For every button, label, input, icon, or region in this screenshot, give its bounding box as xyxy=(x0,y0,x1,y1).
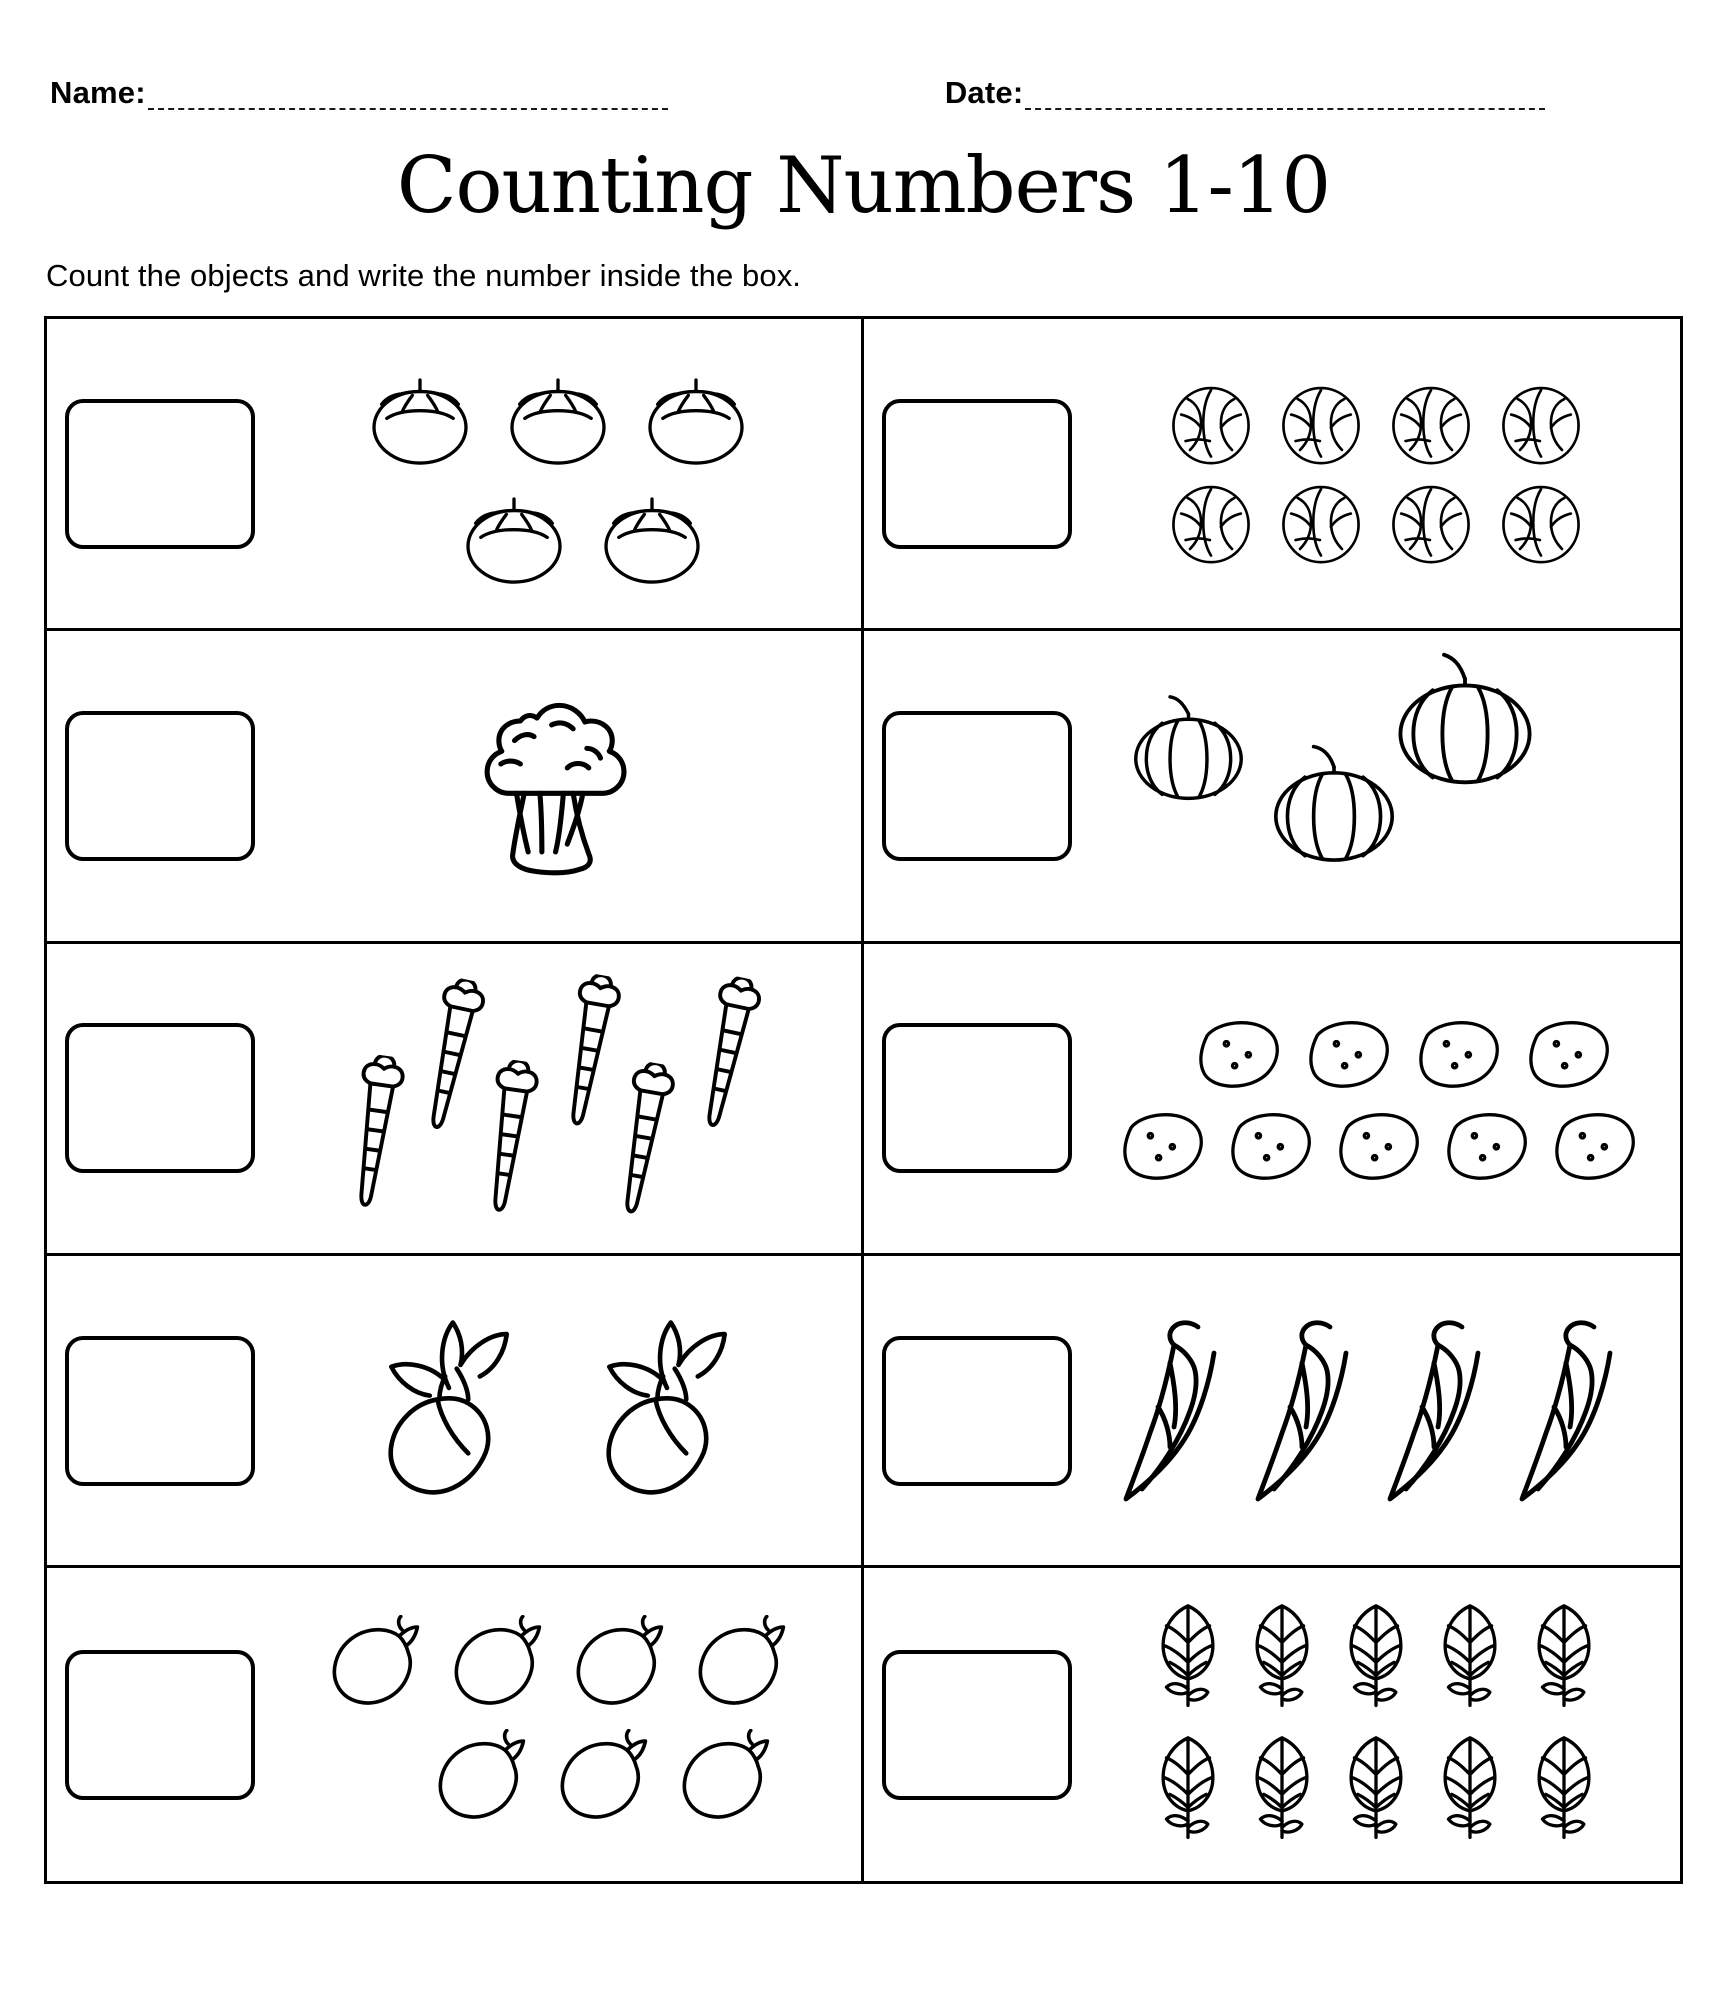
problem-cell-7 xyxy=(47,1256,864,1568)
cabbage-icon xyxy=(1161,377,1261,472)
date-write-line[interactable] xyxy=(1025,96,1545,110)
cabbage-icon xyxy=(1271,377,1371,472)
tomato-icon xyxy=(356,357,484,472)
name-field[interactable] xyxy=(50,77,945,110)
cabbage-icon xyxy=(1381,377,1481,472)
name-label: Name: xyxy=(50,75,146,110)
answer-box-2[interactable] xyxy=(882,399,1072,549)
object-group-okra xyxy=(1072,1256,1681,1565)
lemon-icon xyxy=(561,1615,677,1721)
answer-box-3[interactable] xyxy=(65,711,255,861)
artichoke-icon xyxy=(1428,1596,1512,1722)
name-write-line[interactable] xyxy=(148,96,668,110)
okra-icon xyxy=(1245,1311,1375,1511)
answer-box-6[interactable] xyxy=(882,1023,1072,1173)
problem-cell-8 xyxy=(864,1256,1681,1568)
okra-icon xyxy=(1113,1311,1243,1511)
artichoke-icon xyxy=(1240,1596,1324,1722)
artichoke-icon xyxy=(1428,1728,1512,1854)
page-title: Counting Numbers 1-10 xyxy=(396,141,1331,231)
lemon-icon xyxy=(423,1729,539,1835)
tomato-icon xyxy=(588,476,716,591)
beet-icon xyxy=(359,1311,539,1511)
object-group-broccoli xyxy=(255,631,861,940)
answer-box-7[interactable] xyxy=(65,1336,255,1486)
pumpkin-icon xyxy=(1116,679,1261,807)
lemon-icon xyxy=(439,1615,555,1721)
artichoke-icon xyxy=(1334,1728,1418,1854)
artichoke-icon xyxy=(1146,1596,1230,1722)
object-group-cabbage xyxy=(1072,319,1681,628)
tomato-icon xyxy=(632,357,760,472)
object-group-potato xyxy=(1072,944,1681,1253)
object-group-beet xyxy=(255,1256,861,1565)
lemon-icon xyxy=(683,1615,799,1721)
answer-box-9[interactable] xyxy=(65,1650,255,1800)
object-group-tomato xyxy=(255,319,861,628)
problem-cell-3 xyxy=(47,631,864,943)
object-group-carrot xyxy=(255,944,861,1253)
pumpkin-icon xyxy=(1254,729,1414,869)
potato-icon xyxy=(1188,1013,1284,1091)
answer-box-4[interactable] xyxy=(882,711,1072,861)
student-meta-row xyxy=(44,40,1683,110)
date-field[interactable] xyxy=(945,77,1677,110)
problem-cell-1 xyxy=(47,319,864,631)
cabbage-icon xyxy=(1161,476,1261,571)
potato-icon xyxy=(1436,1105,1532,1183)
potato-icon xyxy=(1298,1013,1394,1091)
answer-box-8[interactable] xyxy=(882,1336,1072,1486)
object-group-lemon xyxy=(255,1568,861,1880)
problem-cell-9 xyxy=(47,1568,864,1880)
potato-icon xyxy=(1544,1105,1640,1183)
problem-cell-10 xyxy=(864,1568,1681,1880)
lemon-icon xyxy=(545,1729,661,1835)
broccoli-icon xyxy=(450,678,665,893)
tomato-icon xyxy=(450,476,578,591)
artichoke-icon xyxy=(1240,1728,1324,1854)
artichoke-icon xyxy=(1146,1728,1230,1854)
cabbage-icon xyxy=(1491,377,1591,472)
carrot-icon xyxy=(666,969,785,1153)
potato-icon xyxy=(1518,1013,1614,1091)
lemon-icon xyxy=(667,1729,783,1835)
problem-cell-5 xyxy=(47,944,864,1256)
problem-cell-4 xyxy=(864,631,1681,943)
object-group-pumpkin xyxy=(1072,631,1681,940)
problem-cell-2 xyxy=(864,319,1681,631)
potato-icon xyxy=(1408,1013,1504,1091)
okra-icon xyxy=(1509,1311,1639,1511)
potato-icon xyxy=(1328,1105,1424,1183)
problem-cell-6 xyxy=(864,944,1681,1256)
cabbage-icon xyxy=(1491,476,1591,571)
answer-box-10[interactable] xyxy=(882,1650,1072,1800)
tomato-icon xyxy=(494,357,622,472)
artichoke-icon xyxy=(1334,1596,1418,1722)
instructions-text: Count the objects and write the number inside the box. xyxy=(46,257,802,293)
artichoke-icon xyxy=(1522,1728,1606,1854)
artichoke-icon xyxy=(1522,1596,1606,1722)
okra-icon xyxy=(1377,1311,1507,1511)
answer-box-5[interactable] xyxy=(65,1023,255,1173)
lemon-icon xyxy=(317,1615,433,1721)
potato-icon xyxy=(1220,1105,1316,1183)
potato-icon xyxy=(1112,1105,1208,1183)
object-group-artichoke xyxy=(1072,1568,1681,1880)
cabbage-icon xyxy=(1271,476,1371,571)
answer-box-1[interactable] xyxy=(65,399,255,549)
cabbage-icon xyxy=(1381,476,1481,571)
problem-grid xyxy=(44,316,1683,1884)
beet-icon xyxy=(577,1311,757,1511)
date-label: Date: xyxy=(944,75,1024,110)
